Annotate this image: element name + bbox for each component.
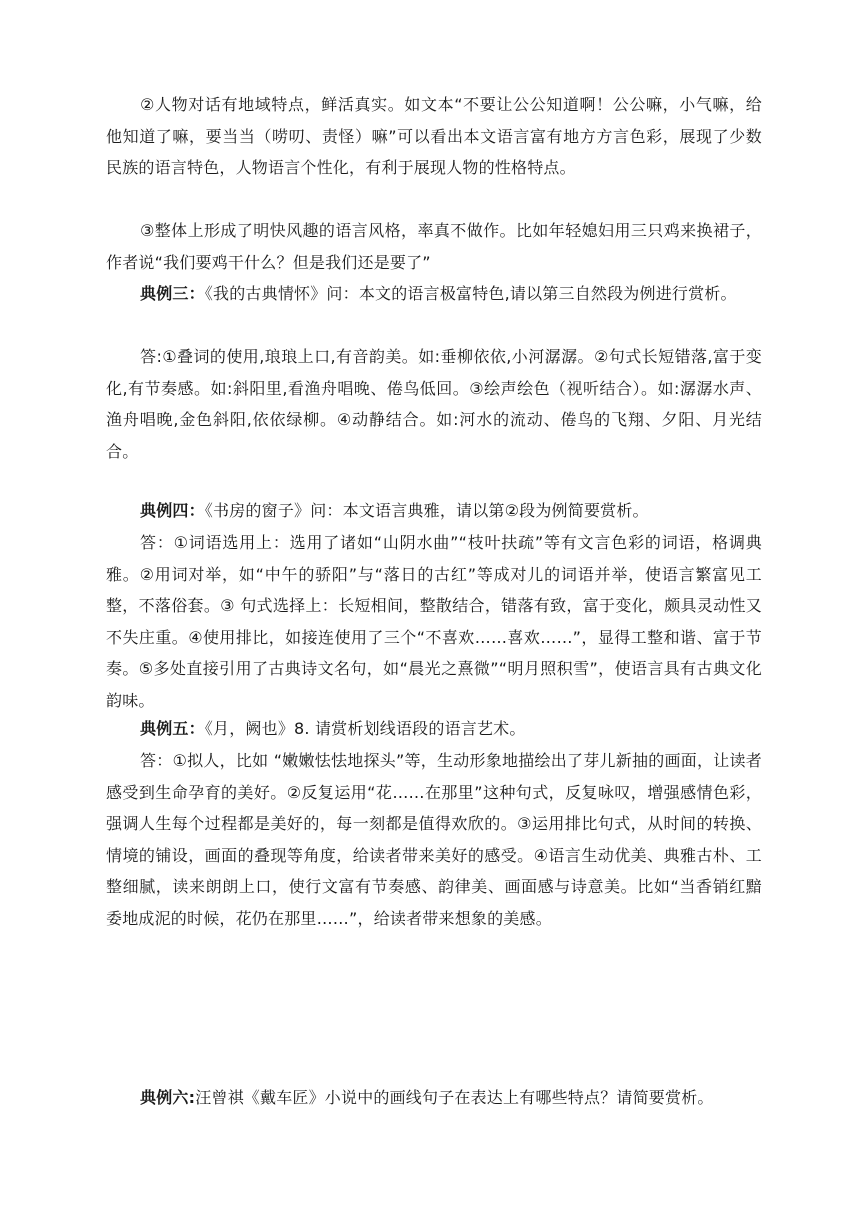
paragraph-text: 《我的古典情怀》问：本文的语言极富特色,请以第三自然段为例进行赏析。 (204, 284, 737, 303)
paragraph-text: 答：①词语选用上：选用了诸如“山阴水曲”“枝叶扶疏”等有文言色彩的词语，格调典雅。②用词对举，如“中午的骄阳”与“落日的古红”等成对儿的词语并举，使语言繁富见工整，不落俗套。③ 句式选择上：长短相间，整散结合，错落有致，富于变化，颇具灵动性又不失庄重。④使用排比，如接连使用了三个“不喜欢……喜欢……”，显得工整和谐、富于节奏。⑤多处直接引用了古典诗文名句，如“晨光之熹微”“明月照积雪”，使语言具有古典文化韵味。 (106, 533, 762, 710)
paragraph-text: ②人物对话有地域特点，鲜活真实。如文本“不要让公公知道啊！公公嘛，小气嘛，给他知道了嘛，要当当（唠叨、责怪）嘛”可以看出本文语言富有地方方言色彩，展现了少数民族的语言特色，人物语言个性化，有利于展现人物的性格特点。 (106, 95, 762, 177)
example-three-question (106, 278, 762, 310)
example-four-answer (106, 527, 762, 716)
paragraph-text: 《书房的窗子》问：本文语言典雅，请以第②段为例简要赏析。 (204, 501, 649, 520)
example-four-question (106, 495, 762, 527)
example-label: 典例六: (140, 1088, 196, 1107)
example-six-question (106, 1082, 762, 1114)
example-label: 典例四： (140, 501, 205, 520)
example-label: 典例五： (140, 719, 205, 738)
paragraph-text: 答：①拟人，比如 “嫩嫩怯怯地探头”等，生动形象地描绘出了芽儿新抽的画面，让读者感受到生命孕育的美好。②反复运用“花……在那里”这种句式，反复咏叹，增强感情色彩，强调人生每个过程都是美好的，每一刻都是值得欢欣的。③运用排比句式，从时间的转换、情境的铺设，画面的叠现等角度，给读者带来美好的感受。④语言生动优美、典雅古朴、工整细腻，读来朗朗上口，使行文富有节奏感、韵律美、画面感与诗意美。比如“当香销红黯委地成泥的时候，花仍在那里……”，给读者带来想象的美感。 (106, 751, 762, 928)
example-five-answer (106, 745, 762, 934)
example-five-question (106, 713, 762, 745)
paragraph-text: ③整体上形成了明快风趣的语言风格，率真不做作。比如年轻媳妇用三只鸡来换裙子，作者说“我们要鸡干什么？但是我们还是要了” (106, 221, 762, 272)
paragraph-text: 汪曾祺《戴车匠》小说中的画线句子在表达上有哪些特点？请简要赏析。 (195, 1088, 714, 1107)
paragraph-text: 答:①叠词的使用,琅琅上口,有音韵美。如:垂柳依依,小河潺潺。②句式长短错落,富于变化,有节奏感。如:斜阳里,看渔舟唱晚、倦鸟低回。③绘声绘色（视听结合）。如:潺潺水声、渔舟唱晚,金色斜阳,依依绿柳。④动静结合。如:河水的流动、倦鸟的飞翔、夕阳、月光结合。 (106, 347, 762, 461)
paragraph-dialogue-feature (106, 89, 762, 184)
paragraph-text: 《月，阙也》8. 请赏析划线语段的语言艺术。 (204, 719, 526, 738)
example-label: 典例三： (140, 284, 205, 303)
example-three-answer (106, 341, 762, 467)
paragraph-style-feature (106, 215, 762, 278)
